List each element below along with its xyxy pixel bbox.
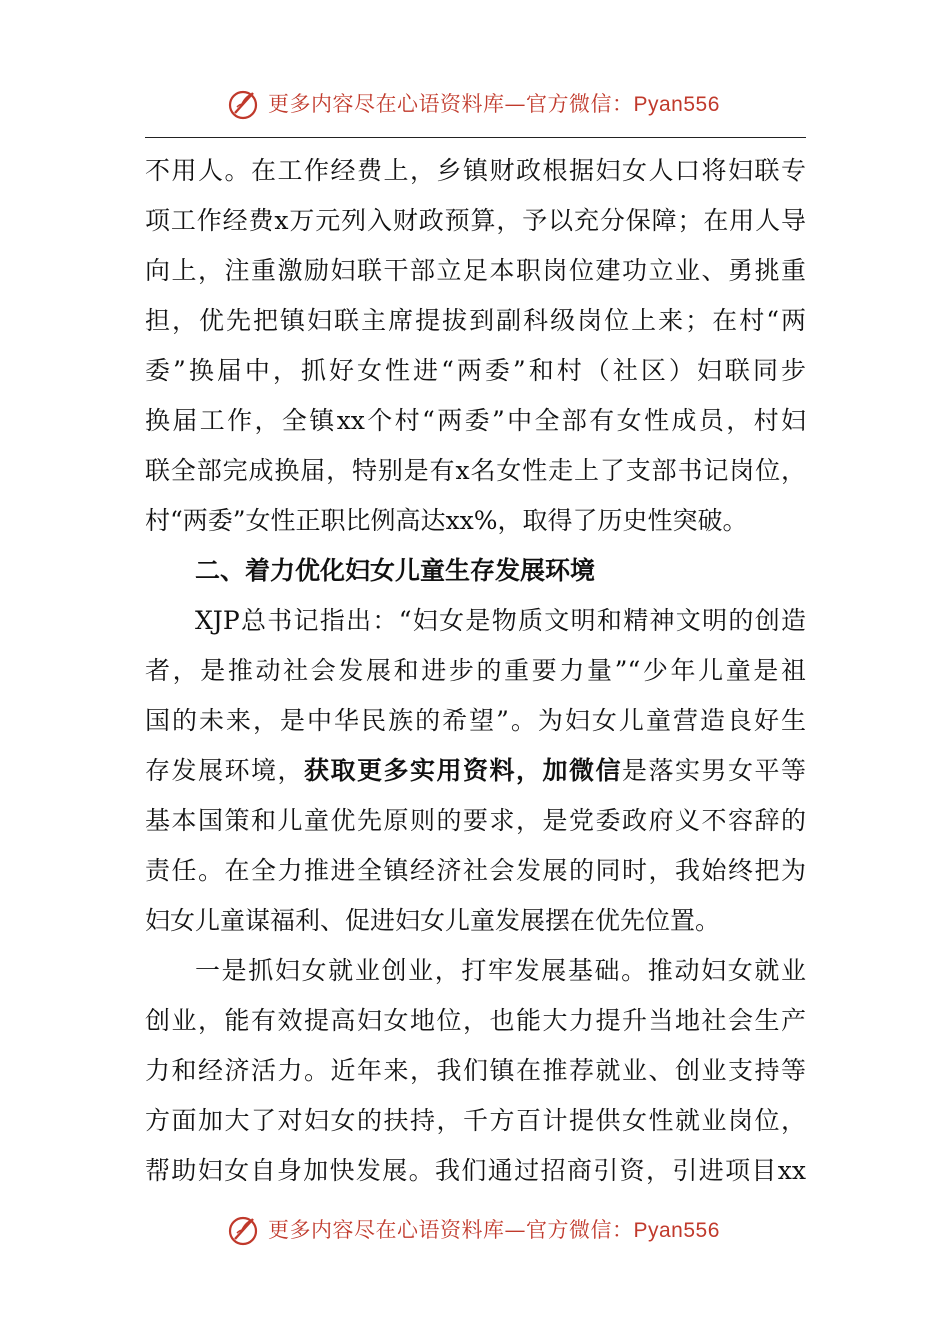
wechat-id: Pyan556 <box>633 93 720 116</box>
paragraph-line: 担，优先把镇妇联主席提拔到副科级岗位上来；在村“两 <box>145 306 806 335</box>
header-banner-text: 更多内容尽在心语资料库—官方微信：Pyan556 <box>268 92 720 116</box>
paragraph-line: 力和经济活力。近年来，我们镇在推荐就业、创业支持等 <box>145 1056 806 1085</box>
footer-banner-text: 更多内容尽在心语资料库—官方微信：Pyan556 <box>268 1218 720 1242</box>
section-heading: 二、着力优化妇女儿童生存发展环境 <box>195 556 596 585</box>
paragraph-line: 创业，能有效提高妇女地位，也能大力提升当地社会生产 <box>145 1006 806 1035</box>
paragraph-line: 联全部完成换届，特别是有x名女性走上了支部书记岗位， <box>145 456 806 485</box>
paragraph-line: 村“两委”女性正职比例高达xx%，取得了历史性突破。 <box>145 506 748 535</box>
paragraph-line: 不用人。在工作经费上，乡镇财政根据妇女人口将妇联专 <box>145 156 806 185</box>
paragraph-line: 责任。在全力推进全镇经济社会发展的同时，我始终把为 <box>145 856 806 885</box>
paragraph-line: 向上，注重激励妇联干部立足本职岗位建功立业、勇挑重 <box>145 256 806 285</box>
paragraph-line: 一是抓妇女就业创业，打牢发展基础。推动妇女就业 <box>195 956 806 985</box>
inline-ad-text: 获取更多实用资料，加微信 <box>304 756 622 785</box>
paragraph-line: 妇女儿童谋福利、促进妇女儿童发展摆在优先位置。 <box>145 906 721 935</box>
paragraph-line: 国的未来，是中华民族的希望”。为妇女儿童营造良好生 <box>145 706 806 735</box>
header-rule <box>145 137 806 138</box>
paragraph-line: 帮助妇女自身加快发展。我们通过招商引资，引进项目xx <box>145 1156 806 1185</box>
paragraph-line: XJP总书记指出：“妇女是物质文明和精神文明的创造 <box>195 606 806 635</box>
footer-banner <box>0 1210 950 1250</box>
quill-logo-icon <box>226 86 262 122</box>
paragraph-line: 基本国策和儿童优先原则的要求，是党委政府义不容辞的 <box>145 806 806 835</box>
header-banner <box>0 84 950 124</box>
quill-logo-icon <box>226 1212 262 1248</box>
paragraph-line: 方面加大了对妇女的扶持，千方百计提供女性就业岗位， <box>145 1106 806 1135</box>
paragraph-line: 换届工作，全镇xx个村“两委”中全部有女性成员，村妇 <box>145 406 806 435</box>
wechat-id: Pyan556 <box>633 1219 720 1242</box>
paragraph-line: 项工作经费x万元列入财政预算，予以充分保障；在用人导 <box>145 206 806 235</box>
paragraph-line: 委”换届中，抓好女性进“两委”和村（社区）妇联同步 <box>145 356 806 385</box>
paragraph-line-with-ad: 存发展环境，获取更多实用资料，加微信是落实男女平等 <box>145 756 806 785</box>
paragraph-line: 者，是推动社会发展和进步的重要力量”“少年儿童是祖 <box>145 656 806 685</box>
